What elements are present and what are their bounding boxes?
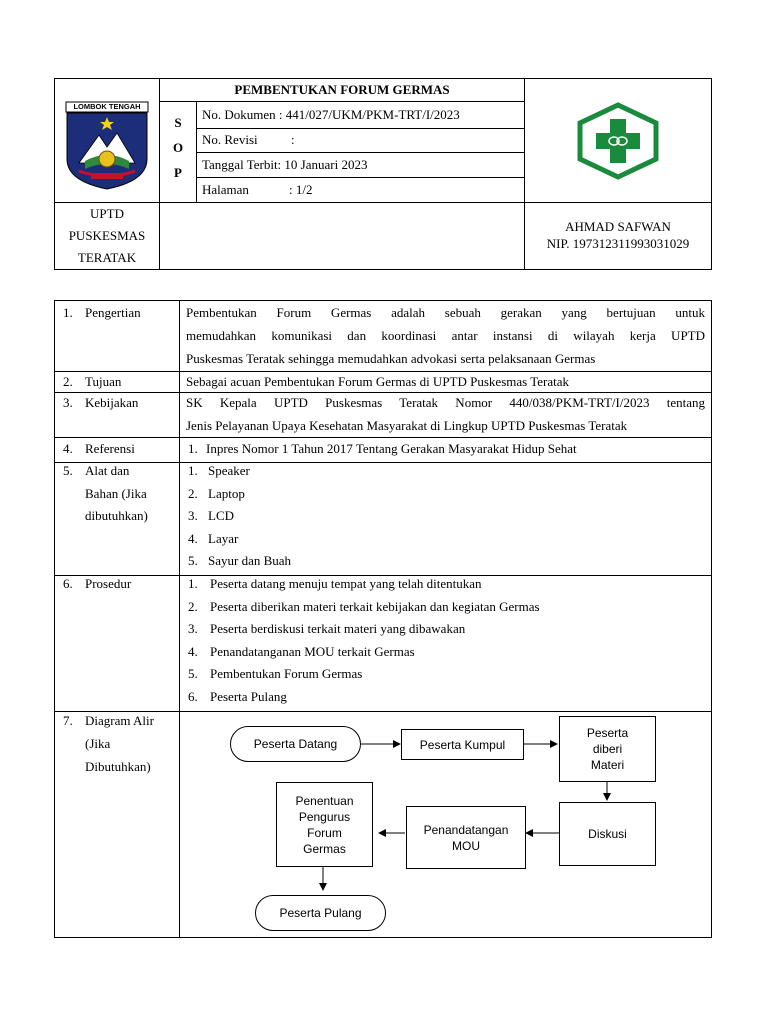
regency-emblem-icon	[65, 101, 149, 191]
list-item: 4. Layar	[188, 530, 239, 546]
flow-node-diskusi: Diskusi	[559, 802, 656, 866]
row-tujuan-label: 2. Tujuan	[63, 374, 122, 389]
list-item: 1. Speaker	[188, 463, 250, 478]
puskesmas-logo	[525, 79, 711, 202]
list-item: 1. Peserta datang menuju tempat yang telah ditentukan	[188, 576, 482, 591]
row-tujuan-text: Sebagai acuan Pembentukan Forum Germas di UPTD Puskesmas Teratak	[186, 374, 569, 389]
page-label: Halaman	[202, 182, 249, 197]
row-referensi-label: 4. Referensi	[63, 441, 135, 456]
row-prosedur-list	[188, 573, 707, 708]
signer-block	[525, 203, 711, 269]
list-item: 2. Laptop	[188, 485, 245, 501]
flowchart	[180, 712, 711, 937]
signer-nip: NIP. 197312311993031029	[546, 236, 690, 251]
row-alat-list	[188, 460, 707, 573]
row-diagram-label: 7. Diagram Alir (Jika Dibutuhkan)	[63, 713, 154, 774]
flow-node-penandatangan-mou: Penandatangan MOU	[406, 806, 526, 869]
signer-name: AHMAD SAFWAN	[565, 219, 671, 234]
list-item: 3. LCD	[188, 508, 234, 523]
list-item: 4. Penandatanganan MOU terkait Germas	[188, 643, 415, 659]
flow-node-peserta-pulang: Peserta Pulang	[255, 895, 386, 931]
flow-node-penentuan-pengurus: Penentuan Pengurus Forum Germas	[276, 782, 373, 867]
row-alat-label: 5. Alat dan Bahan (Jika dibutuhkan)	[63, 463, 148, 523]
content-table	[54, 300, 712, 938]
row-pengertian-text: Pembentukan Forum Germas adalah sebuah gerakan yang bertujuan untuk memudahkan komunikasi dan koordinasi antar instansi di wilayah kerja UPTD Puskesmas Teratak sehingga memudahkan advokasi serta pelaksanaan Germas	[186, 305, 705, 366]
flow-node-peserta-datang: Peserta Datang	[230, 726, 361, 762]
list-item: 5. Pembentukan Forum Germas	[188, 666, 363, 681]
row-kebijakan-text: SK Kepala UPTD Puskesmas Teratak Nomor 440/038/PKM-TRT/I/2023 tentang Jenis Pelayanan Upaya Kesehatan Masyarakat di Lingkup UPTD Puskesmas Teratak	[186, 395, 705, 433]
lombok-tengah-logo	[65, 101, 149, 191]
sop-label: S O P	[172, 115, 184, 180]
row-prosedur-label: 6. Prosedur	[63, 576, 132, 591]
page-value: : 1/2	[289, 182, 313, 197]
row-kebijakan-label: 3. Kebijakan	[63, 395, 139, 410]
issue-date: Tanggal Terbit: 10 Januari 2023	[202, 157, 368, 172]
list-item: 6. Peserta Pulang	[188, 688, 287, 704]
list-item: 5. Sayur dan Buah	[188, 553, 292, 568]
list-item: 3. Peserta berdiskusi terkait materi yang dibawakan	[188, 621, 466, 636]
document-title: PEMBENTUKAN FORUM GERMAS	[234, 82, 450, 97]
flow-node-peserta-diberi-materi: Peserta diberi Materi	[559, 716, 656, 782]
flow-node-peserta-kumpul: Peserta Kumpul	[401, 729, 524, 760]
header-table	[54, 78, 712, 270]
row-pengertian-label: 1. Pengertian	[63, 305, 141, 320]
health-cross-icon	[570, 101, 666, 181]
row-referensi-list: 1. Inpres Nomor 1 Tahun 2017 Tentang Gerakan Masyarakat Hidup Sehat	[188, 441, 577, 456]
list-item: 2. Peserta diberikan materi terkait kebijakan dan kegiatan Germas	[188, 598, 540, 614]
revision-value: :	[291, 132, 295, 147]
logo-caption: LOMBOK TENGAH	[73, 102, 141, 111]
revision-label: No. Revisi	[202, 132, 258, 147]
organization-name: UPTD PUSKESMAS TERATAK	[68, 206, 146, 265]
doc-number: No. Dokumen : 441/027/UKM/PKM-TRT/I/2023	[202, 107, 460, 122]
